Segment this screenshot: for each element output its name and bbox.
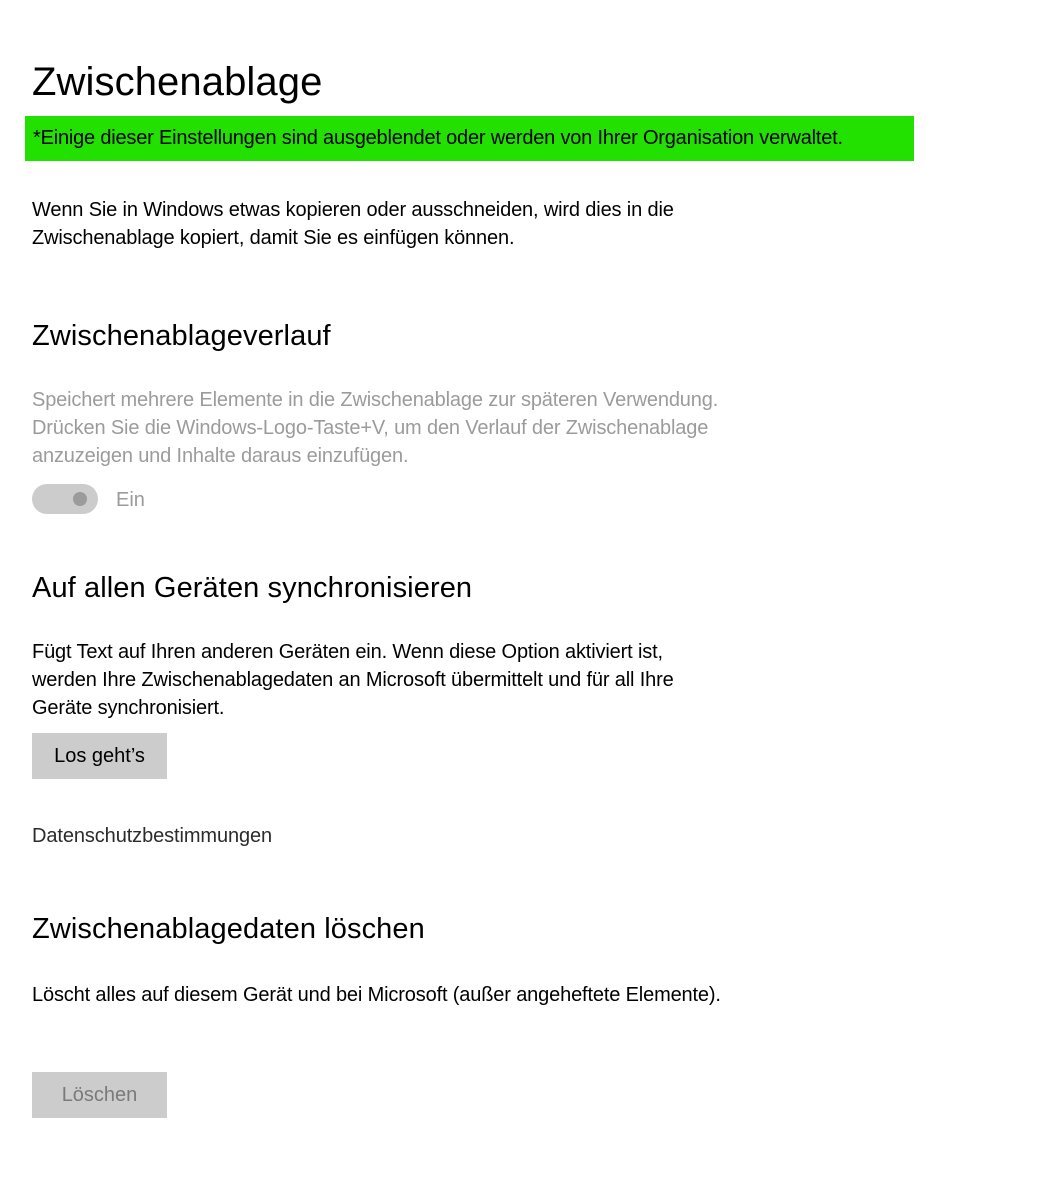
- toggle-knob: [73, 492, 87, 506]
- privacy-statement-link[interactable]: Datenschutzbestimmungen: [32, 825, 273, 847]
- sync-devices-description: Fügt Text auf Ihren anderen Geräten ein. Wenn diese Option aktiviert ist, werden Ihre Zwischenablagedaten an Microsoft übermittelt und für all Ihre Geräte synchronisiert.: [32, 641, 674, 719]
- clipboard-intro-text: Wenn Sie in Windows etwas kopieren oder ausschneiden, wird dies in die Zwischenablage kopiert, damit Sie es einfügen können.: [32, 199, 674, 249]
- clipboard-history-toggle-label: Ein: [116, 489, 145, 511]
- clear-clipboard-heading: Zwischenablagedaten löschen: [32, 913, 425, 945]
- clear-clipboard-description: Löscht alles auf diesem Gerät und bei Microsoft (außer angeheftete Elemente).: [32, 984, 721, 1006]
- clipboard-history-description: Speichert mehrere Elemente in die Zwischenablage zur späteren Verwendung. Drücken Sie die Windows-Logo-Taste+V, um den Verlauf der Zwischenablage anzuzeigen und Inhalte daraus einzufügen.: [32, 389, 719, 467]
- clipboard-history-heading: Zwischenablageverlauf: [32, 320, 331, 352]
- sync-devices-heading: Auf allen Geräten synchronisieren: [32, 572, 473, 604]
- get-started-button[interactable]: Los geht’s: [32, 733, 167, 779]
- clipboard-history-toggle[interactable]: [32, 484, 98, 514]
- organization-managed-notice: *Einige dieser Einstellungen sind ausgeblendet oder werden von Ihrer Organisation verwaltet.: [25, 116, 914, 161]
- clear-button[interactable]: Löschen: [32, 1072, 167, 1118]
- page-title: Zwischenablage: [32, 60, 323, 104]
